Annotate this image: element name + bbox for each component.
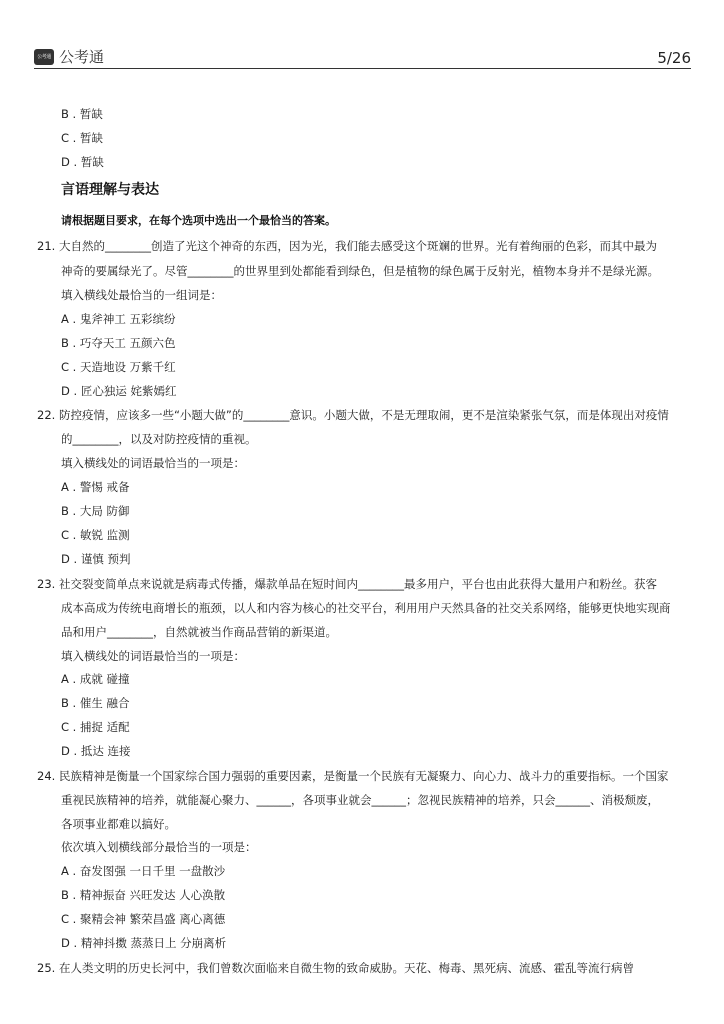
question-stem-line: 各项事业都难以搞好。 (61, 817, 176, 831)
question-stem-line: 21. 大自然的________创造了光这个神奇的东西，因为光，我们能去感受这个斑斓的世界。光有着绚丽的色彩，而其中最为 (37, 239, 657, 253)
answer-option: A . 警惕 戒备 (61, 480, 130, 494)
answer-option: A . 奋发图强 一日千里 一盘散沙 (61, 864, 226, 878)
page-number: 5/26 (657, 49, 691, 67)
question-prompt: 填入横线处最恰当的一组词是： (61, 288, 222, 302)
question-stem-line: 23. 社交裂变简单点来说就是病毒式传播，爆款单品在短时间内________最多用户，平台也由此获得大量用户和粉丝。获客 (37, 577, 657, 591)
answer-option: D . 精神抖擞 蒸蒸日上 分崩离析 (61, 936, 227, 950)
prev-option: B . 暂缺 (61, 107, 103, 121)
answer-option: A . 鬼斧神工 五彩缤纷 (61, 312, 176, 326)
answer-option: B . 巧夺天工 五颜六色 (61, 336, 176, 350)
question-stem-line: 成本高成为传统电商增长的瓶颈，以人和内容为核心的社交平台，利用用户天然具备的社交关系网络，能够更快地实现商 (61, 601, 671, 615)
brand-logo (34, 46, 104, 67)
question-stem-line: 神奇的要属绿光了。尽管________的世界里到处都能看到绿色，但是植物的绿色属于反射光，植物本身并不是绿光源。 (61, 264, 659, 278)
answer-option: B . 精神振奋 兴旺发达 人心涣散 (61, 888, 226, 902)
answer-option: B . 大局 防御 (61, 504, 130, 518)
question-prompt: 填入横线处的词语最恰当的一项是： (61, 456, 245, 470)
answer-option: C . 天造地设 万紫千红 (61, 360, 176, 374)
prev-option: D . 暂缺 (61, 155, 104, 169)
brand-name: 公考通 (59, 48, 105, 66)
section-instruction: 请根据题目要求，在每个选项中选出一个最恰当的答案。 (61, 214, 336, 227)
answer-option: C . 聚精会神 繁荣昌盛 离心离德 (61, 912, 226, 926)
question-stem-line: 品和用户________，自然就被当作商品营销的新渠道。 (61, 625, 337, 639)
answer-option: C . 敏锐 监测 (61, 528, 130, 542)
question-stem-line: 的________，以及对防控疫情的重视。 (61, 432, 257, 446)
question-stem-line: 24. 民族精神是衡量一个国家综合国力强弱的重要因素，是衡量一个民族有无凝聚力、向心力、战斗力的重要指标。一个国家 (37, 769, 669, 783)
answer-option: C . 捕捉 适配 (61, 720, 130, 734)
question-prompt: 填入横线处的词语最恰当的一项是： (61, 649, 245, 663)
answer-option: D . 匠心独运 姹紫嫣红 (61, 384, 177, 398)
page-header (34, 46, 691, 69)
answer-option: D . 抵达 连接 (61, 744, 131, 758)
section-title: 言语理解与表达 (61, 182, 159, 198)
question-prompt: 依次填入划横线部分最恰当的一项是： (61, 840, 257, 854)
question-stem-line: 25. 在人类文明的历史长河中，我们曾数次面临来自微生物的致命威胁。天花、梅毒、黑死病、流感、霍乱等流行病曾 (37, 961, 634, 975)
question-stem-line: 22. 防控疫情，应该多一些“小题大做”的________意识。小题大做，不是无理取闹，更不是渲染紧张气氛，而是体现出对疫情 (37, 408, 669, 422)
question-stem-line: 重视民族精神的培养，就能凝心聚力、______，各项事业就会______；忽视民族精神的培养，只会______、消极颓废， (61, 793, 659, 807)
prev-option: C . 暂缺 (61, 131, 103, 145)
answer-option: A . 成就 碰撞 (61, 672, 130, 686)
logo-mark-icon: 公考通 (34, 49, 54, 65)
answer-option: D . 谨慎 预判 (61, 552, 131, 566)
answer-option: B . 催生 融合 (61, 696, 130, 710)
